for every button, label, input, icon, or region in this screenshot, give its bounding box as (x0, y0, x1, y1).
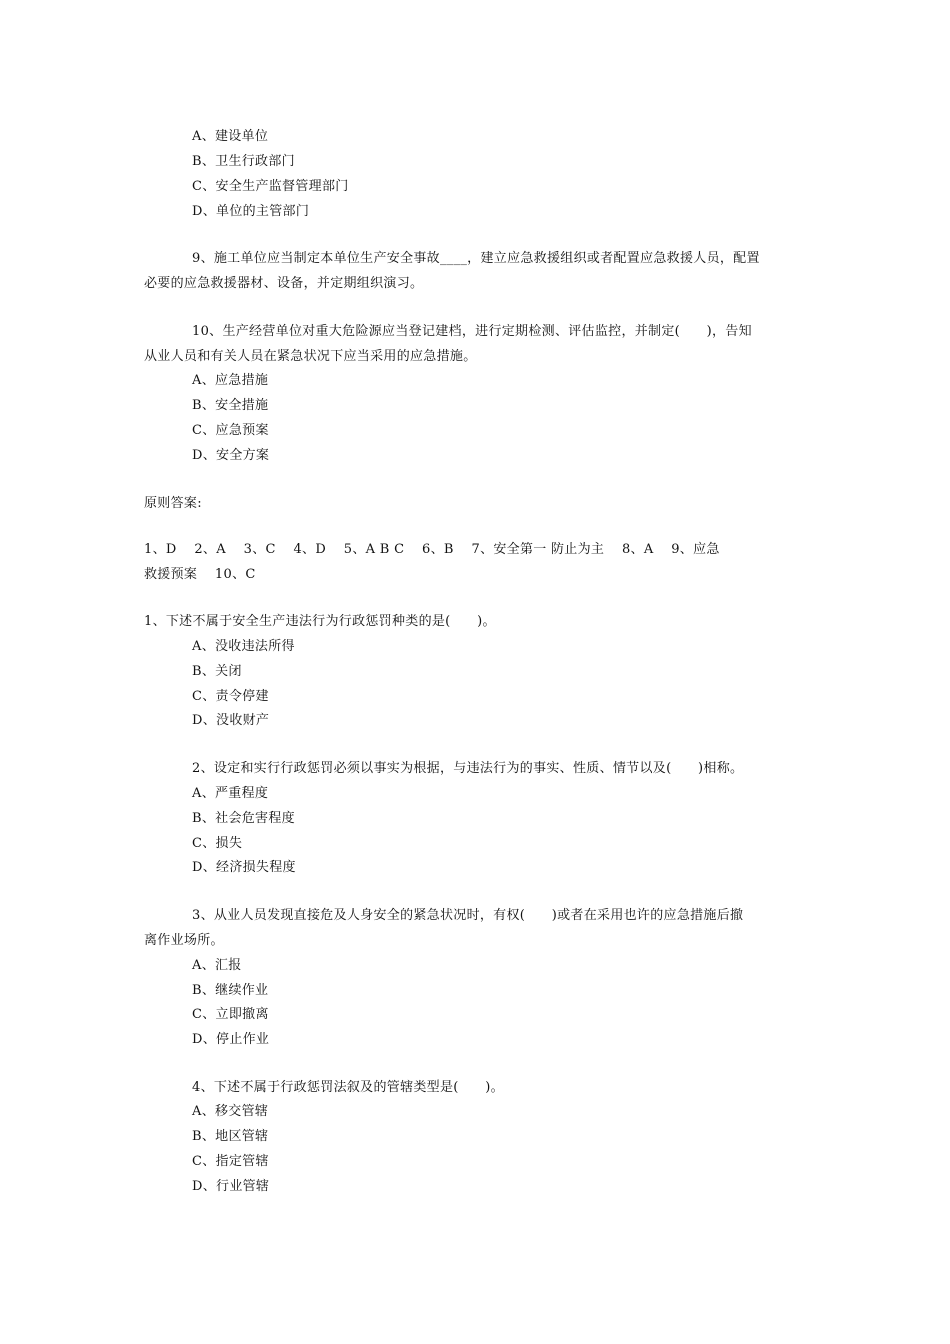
q10-text-line2: 从业人员和有关人员在紧急状况下应当采用的应急措施。 (144, 349, 477, 364)
q10-option-d: D、安全方案 (192, 448, 270, 463)
s2-q4-option-b: B、地区管辖 (192, 1129, 269, 1144)
s2-q1-option-a: A、没收违法所得 (192, 639, 295, 654)
s2-q2-option-a: A、严重程度 (192, 786, 269, 801)
s2-q4-option-d: D、行业管辖 (192, 1179, 270, 1194)
q8-option-a: A、建设单位 (192, 129, 269, 144)
q10-option-b: B、安全措施 (192, 398, 269, 413)
s2-q4-option-a: A、移交管辖 (192, 1104, 269, 1119)
s2-q2-option-c: C、损失 (192, 836, 243, 851)
s2-q3-option-d: D、停止作业 (192, 1032, 270, 1047)
s2-q1-text: 1、下述不属于安全生产违法行为行政惩罚种类的是( )。 (144, 614, 496, 629)
q10-option-a: A、应急措施 (192, 373, 269, 388)
q9-text-line2: 必要的应急救援器材、设备，并定期组织演习。 (144, 276, 424, 291)
s2-q1-option-c: C、责令停建 (192, 689, 269, 704)
s2-q3-text-line1: 3、从业人员发现直接危及人身安全的紧急状况时，有权( )或者在采用也许的应急措施后撤 (192, 908, 744, 923)
s2-q3-text-line2: 离作业场所。 (144, 933, 224, 948)
s2-q1-option-b: B、关闭 (192, 664, 242, 679)
answers-line1: 1、D 2、A 3、C 4、D 5、A B C 6、B 7、安全第一 防止为主 8、A 9、应急 (144, 542, 720, 557)
q10-text-line1: 10、生产经营单位对重大危险源应当登记建档，进行定期检测、评估监控，并制定( )，告知 (192, 324, 752, 339)
s2-q3-option-b: B、继续作业 (192, 983, 269, 998)
s2-q4-option-c: C、指定管辖 (192, 1154, 269, 1169)
s2-q2-text: 2、设定和实行行政惩罚必须以事实为根据，与违法行为的事实、性质、情节以及( )相称。 (192, 761, 744, 776)
answers-line2: 救援预案 10、C (144, 567, 256, 582)
s2-q4-text: 4、下述不属于行政惩罚法叙及的管辖类型是( )。 (192, 1080, 504, 1095)
q8-option-c: C、安全生产监督管理部门 (192, 179, 349, 194)
s2-q1-option-d: D、没收财产 (192, 713, 270, 728)
s2-q3-option-a: A、汇报 (192, 958, 242, 973)
q8-option-b: B、卫生行政部门 (192, 154, 295, 169)
q9-text-line1: 9、施工单位应当制定本单位生产安全事故____，建立应急救援组织或者配置应急救援人员，配置 (192, 251, 760, 266)
answers-heading: 原则答案: (144, 496, 202, 511)
s2-q2-option-d: D、经济损失程度 (192, 860, 296, 875)
s2-q2-option-b: B、社会危害程度 (192, 811, 295, 826)
q10-option-c: C、应急预案 (192, 423, 269, 438)
s2-q3-option-c: C、立即撤离 (192, 1007, 269, 1022)
q8-option-d: D、单位的主管部门 (192, 204, 310, 219)
